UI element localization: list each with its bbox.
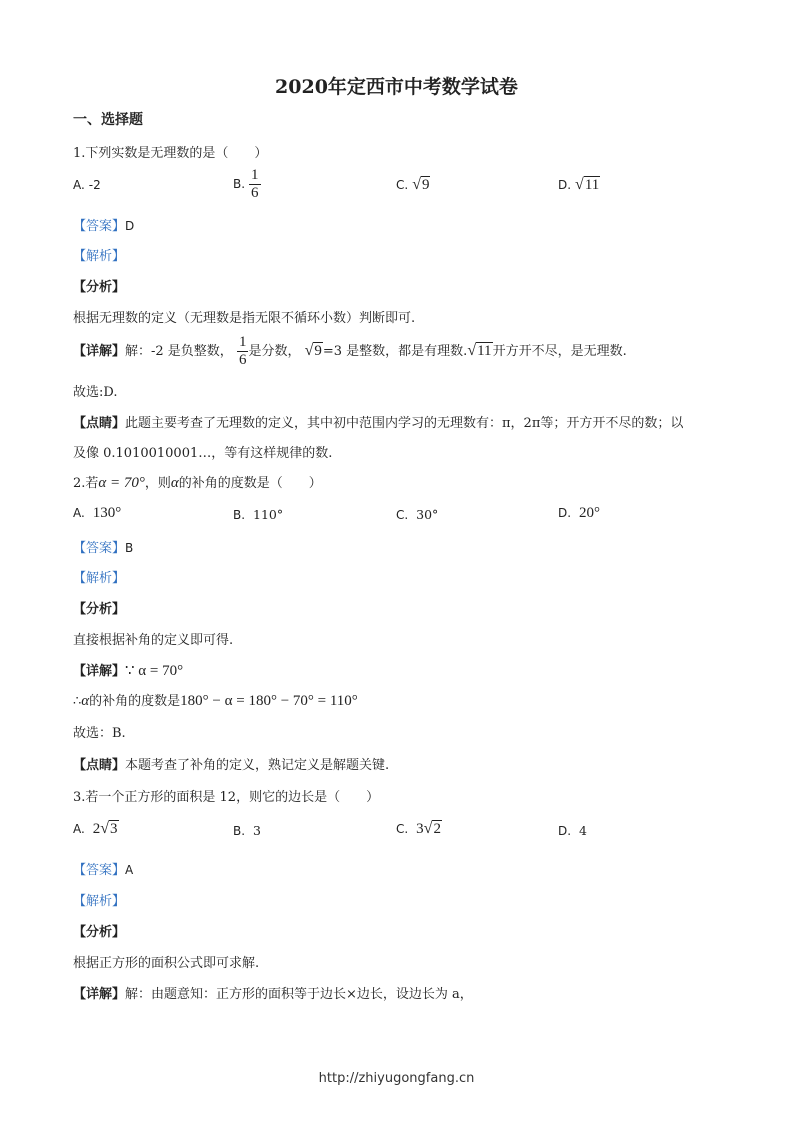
q2-calculation: ∴α的补角的度数是180° − α = 180° − 70° = 110° [73, 693, 358, 709]
q2-stem: 2.若α = 70°，则α的补角的度数是（ ） [73, 475, 322, 491]
page-title: 2020年定西市中考数学试卷 [275, 76, 518, 98]
q1-answer: 【答案】D [73, 219, 135, 234]
section-heading: 一、选择题 [73, 112, 143, 128]
radical: √11 [575, 176, 600, 193]
q1-fenxi-text: 根据无理数的定义（无理数是指无限不循环小数）判断即可. [73, 311, 416, 326]
q1-option-b: B. $\frac{1}{6}$ [233, 167, 259, 201]
q1-fenxi-label: 【分析】 [73, 280, 126, 295]
q3-option-d: D. 4 [558, 823, 587, 838]
radical: √11 [467, 342, 492, 359]
fraction: $\frac{1}{6}$ [251, 167, 259, 201]
q1-option-c: C. √9 [396, 176, 430, 193]
q2-fenxi-text: 直接根据补角的定义即可得. [73, 633, 234, 648]
q2-option-c: C. 30° [396, 507, 439, 522]
q1-stem: 1.下列实数是无理数的是（ ） [73, 146, 268, 161]
q3-analysis-label: 【解析】 [73, 894, 126, 909]
fraction: $\frac{1}{6}$ [238, 334, 247, 368]
q2-answer: 【答案】B [73, 541, 134, 556]
q3-option-b: B. 3 [233, 823, 261, 838]
q3-stem: 3.若一个正方形的面积是 12，则它的边长是（ ） [73, 790, 380, 805]
q3-fenxi-text: 根据正方形的面积公式即可求解. [73, 956, 260, 971]
q3-fenxi-label: 【分析】 [73, 925, 126, 940]
q1-comment-2: 及像 0.1010010001…，等有这样规律的数. [73, 446, 333, 461]
q2-comment: 【点睛】本题考查了补角的定义，熟记定义是解题关键. [73, 758, 390, 773]
q2-option-a: A. 130° [73, 505, 122, 521]
q1-comment-1: 【点睛】此题主要考查了无理数的定义，其中初中范围内学习的无理数有：π，2π等；开方开不尽的数；以 [73, 416, 684, 431]
q1-option-a: A. -2 [73, 178, 101, 192]
q1-detail: 【详解】解：-2 是负整数， $\frac{1}{6}$ 是分数， √9=3 是整数，都是有理数.√11开方开不尽，是无理数. [73, 334, 627, 368]
footer-url[interactable]: http://zhiyugongfang.cn [318, 1071, 475, 1086]
q3-answer: 【答案】A [73, 863, 134, 878]
radical: √9 [304, 342, 322, 359]
q2-fenxi-label: 【分析】 [73, 602, 126, 617]
q2-detail: 【详解】∵ α = 70° [73, 663, 184, 679]
radical: √2 [423, 820, 441, 837]
q1-choose: 故选:D. [73, 385, 118, 400]
q1-analysis-label: 【解析】 [73, 249, 126, 264]
radical: √9 [412, 176, 430, 193]
q3-option-a: A. 2√3 [73, 820, 118, 837]
radical: √3 [100, 820, 118, 837]
q3-detail: 【详解】解：由题意知：正方形的面积等于边长×边长，设边长为 a， [73, 987, 473, 1002]
q3-option-c: C. 3√2 [396, 820, 441, 837]
q2-choose: 故选：B. [73, 726, 126, 741]
q2-option-d: D. 20° [558, 505, 601, 521]
q1-option-d: D. √11 [558, 176, 600, 193]
q2-analysis-label: 【解析】 [73, 571, 126, 586]
q2-option-b: B. 110° [233, 507, 284, 522]
